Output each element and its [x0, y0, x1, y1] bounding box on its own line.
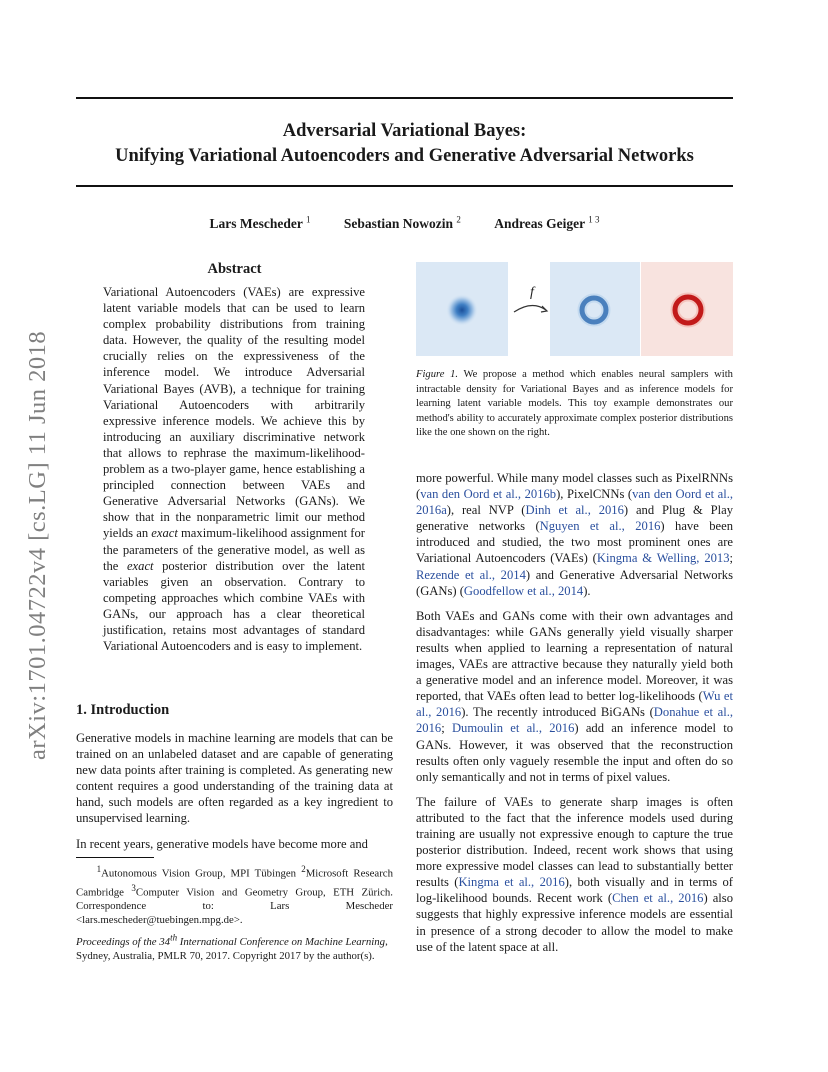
intro-body [76, 730, 393, 861]
citation-link[interactable]: Rezende et al., 2014 [416, 567, 526, 582]
right-paragraph-2 [416, 608, 733, 785]
paragraph-text: ). The recently introduced BiGANs ( [461, 705, 654, 720]
title-top-rule [76, 97, 733, 99]
section-heading-introduction: 1. Introduction [76, 702, 170, 718]
figure-1-caption: Figure 1. We propose a method which enables neural samplers with intractable density for Variational Bayes and as inference models for learning latent variable models. This toy example demonstrates our method's ability to accurately approximate complex posterior distributions like the one shown on the right. [416, 369, 733, 438]
paragraph-text: ; [729, 551, 734, 566]
arxiv-stamp-text: arXiv:1701.04722v4 [cs.LG] 11 Jun 2018 [24, 330, 51, 760]
right-paragraph-1 [416, 470, 733, 599]
title-line-1: Adversarial Variational Bayes: [282, 121, 527, 141]
paragraph-text: more powerful. While many model classes such as PixelRNNs ( [416, 471, 733, 502]
author: Sebastian Nowozin $^2$ [343, 214, 461, 231]
approx-posterior-panel [550, 262, 640, 356]
citation-link[interactable]: Donahue et al., 2016 [416, 705, 734, 736]
arrow-label: f [530, 285, 534, 300]
paragraph-text: ) have been introduced and studied, the two most prominent ones are Variational Autoencoders (VAEs) ( [416, 519, 733, 566]
arxiv-stamp [20, 290, 50, 760]
paragraph-text: Both VAEs and GANs come with their own advantages and disadvantages: while GANs generally yield visually sharper results when applied to learning a representation of natural images, VAEs are attractive because they naturally yield both a generative model and an inference model. Moreover, it was reported, that VAEs often lead to better log-likelihoods ( [416, 608, 733, 704]
figure-1-graphic [416, 262, 733, 356]
paragraph-text: ) also suggests that highly expressive inference models are essential in presence of a strong decoder to allow the model to make use of the latent space at all. [416, 891, 733, 954]
paragraph-text: ) add an inference model to GANs. However, it was observed that the reconstruction results often only vaguely resemble the input and often do so only semantically and not in terms of pixel values. [416, 721, 733, 784]
proceedings-note: Proceedings of the 34th International Conference on Machine Learning, Sydney, Australia, PMLR 70, 2017. Copyright 2017 by the author(s). [76, 932, 388, 962]
author-list [76, 214, 733, 232]
paragraph-text: ) and Generative Adversarial Networks (GANs) ( [416, 567, 733, 598]
abstract-body: Variational Autoencoders (VAEs) are expressive latent variable models that can be used to learn complex probability distributions from training data. However, the quality of the resulting model crucially relies on the expressiveness of the inference model. We introduce Adversarial Variational Bayes (AVB), a technique for training Variational Autoencoders with arbitrarily expressive inference models. We achieve this by introducing an auxiliary discriminative network that allows to rephrase the maximum-likelihood-problem as a two-player game, hence establishing a principled connection between VAEs and Generative Adversarial Networks (GANs). We show that in the nonparametric limit our method yields an exact maximum-likelihood assignment for the parameters of the generative model, as well as the exact posterior distribution over the latent variables given an observation. Contrary to competing approaches which combine VAEs with GANs, our approach has a clear theoretical justification, retains most advantages of standard Variational Autoencoders and is easy to implement. [103, 285, 365, 654]
affiliation-footnote: $^1$Autonomous Vision Group, MPI Tübingen $^2$Microsoft Research Cambridge $^3$Computer Vision and Geometry Group, ETH Zürich. Correspondence to: Lars Mescheder <lars.mescheder@tuebingen.mpg.de>. [76, 864, 393, 927]
true-posterior-panel [641, 262, 733, 356]
citation-link[interactable]: Kingma et al., 2016 [458, 875, 565, 890]
paragraph-text: ). [583, 583, 591, 598]
citation-link[interactable]: Nguyen et al., 2016 [539, 519, 661, 534]
author: Lars Mescheder $^1$ [209, 214, 311, 231]
title-line-2: Unifying Variational Autoencoders and Generative Adversarial Networks [115, 146, 694, 166]
author: Andreas Geiger $^{1 3}$ [494, 214, 600, 231]
citation-link[interactable]: Wu et al., 2016 [416, 689, 734, 720]
abstract-heading: Abstract [207, 261, 262, 277]
paragraph-text: ) and Plug & Play generative networks ( [416, 503, 733, 534]
paragraph-text: ; [441, 721, 452, 736]
citation-link[interactable]: van den Oord et al., 2016a [416, 487, 733, 518]
citation-link[interactable]: Dumoulin et al., 2016 [451, 721, 575, 736]
citation-link[interactable]: Goodfellow et al., 2014 [463, 583, 584, 598]
intro-paragraph-2: In recent years, generative models have become more and [76, 836, 368, 851]
right-column-body [416, 470, 733, 964]
intro-paragraph-1: Generative models in machine learning are models that can be trained on an unlabeled dataset and are capable of generating new data points after training is completed. As generating new content requires a good understanding of the training data at hand, such models are often regarded as a key ingredient to unsupervised learning. [76, 731, 393, 826]
citation-link[interactable]: Kingma & Welling, 2013 [596, 551, 730, 566]
title-bottom-rule [76, 185, 733, 187]
citation-link[interactable]: Chen et al., 2016 [612, 891, 704, 906]
citation-link[interactable]: van den Oord et al., 2016b [420, 487, 557, 502]
paragraph-text: ), PixelCNNs ( [556, 487, 633, 502]
page-title [76, 119, 733, 169]
citation-link[interactable]: Dinh et al., 2016 [525, 503, 624, 518]
paragraph-text: ), real NVP ( [446, 503, 526, 518]
paragraph-text: ), both visually and in terms of log-likelihood bounds. Recent work ( [416, 875, 733, 906]
footnote-rule [76, 857, 154, 858]
arrow-icon [514, 305, 546, 312]
paragraph-text: The failure of VAEs to generate sharp images is often attributed to the fact that the inference models used during training are usually not expressive enough to capture the true posterior distribution. Indeed, recent work shows that using more expressive model classes can lead to substantially better results ( [416, 794, 733, 890]
prior-blob [446, 294, 478, 326]
figure-1 [416, 262, 733, 356]
right-paragraph-3 [416, 794, 733, 955]
